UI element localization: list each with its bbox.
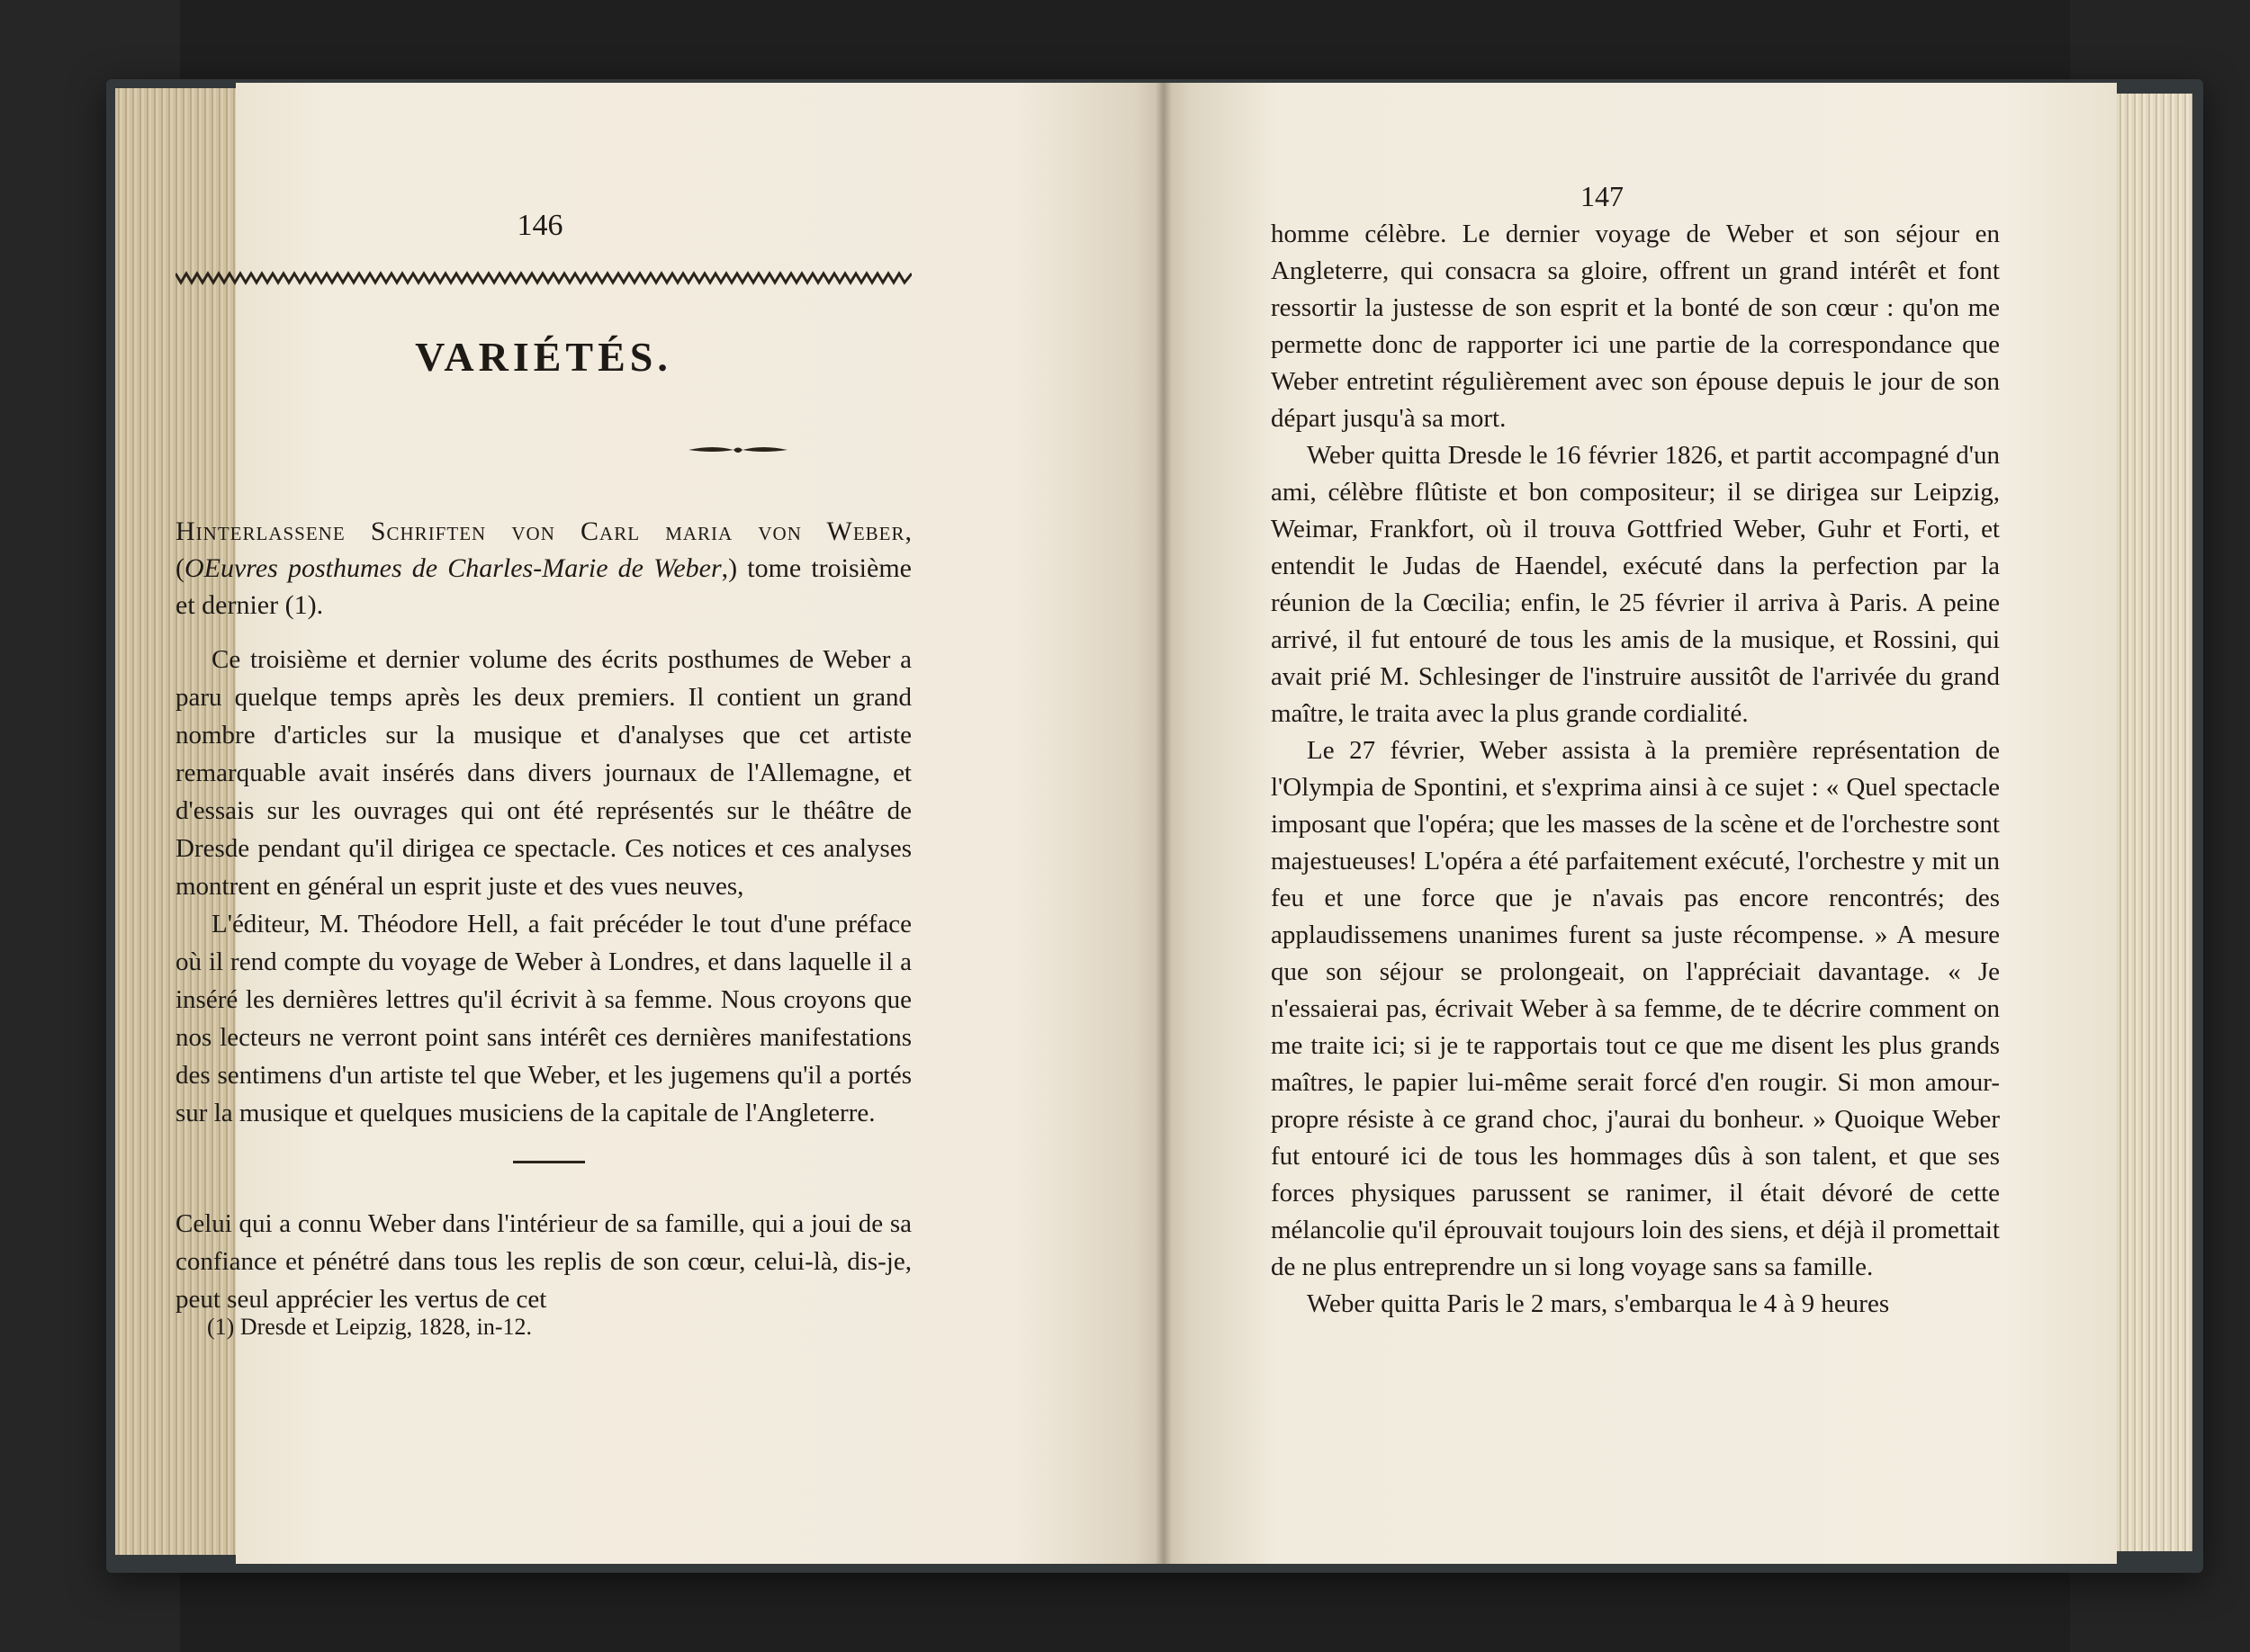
right-body-text <box>1271 216 2000 1323</box>
section-heading: VARIÉTÉS. <box>415 334 672 380</box>
page-number-right: 147 <box>1580 180 1624 212</box>
paragraph: L'éditeur, M. Théodore Hell, a fait précéder le tout d'une préface où il rend compte du voyage de Weber à Londres, et dans laquelle il a inséré les dernières lettres qu'il écrivit à sa femme. Nous croyons que nos lecteurs ne verront point sans intérêt ces dernières manifestations des sentimens d'un artiste tel que Weber, et les jugemens qu'il a portés sur la musique et quelques musiciens de la capitale de l'Angleterre. <box>176 910 912 1127</box>
book-gutter <box>1156 83 1172 1564</box>
article-title-german: Hinterlassene Schriften von Carl maria von Weber <box>176 516 905 546</box>
article-title-separator: , ( <box>176 516 912 583</box>
paragraph: Celui qui a connu Weber dans l'intérieur de sa famille, qui a joui de sa confiance et pénétré dans tous les replis de son cœur, celui-là, dis-je, peut seul apprécier les vertus de cet <box>176 1209 912 1314</box>
article-title <box>176 513 912 624</box>
paragraph: Weber quitta Dresde le 16 février 1826, et partit accompagné d'un ami, célèbre flûtiste et bon compositeur; il se dirigea sur Leipzig, Weimar, Frankfort, où il trouva Gottfried Weber, Guhr et Forti, et entendit le Judas de Haendel, exécuté dans la perfection par la réunion de la Cœcilia; enfin, le 25 février il arriva à Paris. A peine arrivé, il fut entouré de tous les amis de la musique, et Rossini, qui avait prié M. Schlesinger de l'instruire aussitôt de l'arrivée du grand maître, le traita avec la plus grande cordialité. <box>1271 441 2000 728</box>
paragraph-continuation: homme célèbre. Le dernier voyage de Weber et son séjour en Angleterre, qui consacra sa gloire, offrent un grand intérêt et font ressortir la justesse de son esprit et la bonté de son cœur : qu'on me permette donc de rapporter ici une partie de la correspondance que Weber entretint régulièrement avec son épouse depuis le jour de son départ jusqu'à sa mort. <box>1271 220 2000 433</box>
short-rule <box>513 1161 585 1163</box>
article-title-rest: ,) tome troisième et dernier (1). <box>176 553 912 620</box>
article-title-french: OEuvres posthumes de Charles-Marie de Weber <box>184 553 722 583</box>
page-number-left: 146 <box>517 209 563 242</box>
ornamental-zigzag-rule <box>176 270 912 286</box>
fleuron-ornament <box>688 443 788 457</box>
paragraph: Ce troisième et dernier volume des écrits posthumes de Weber a paru quelque temps après les deux premiers. Il contient un grand nombre d'articles sur la musique et d'analyses que cet artiste remarquable avait insérés dans divers journaux de l'Allemagne, et d'essais sur les ouvrages qui ont été représentés sur le théâtre de Dresde pendant qu'il dirigea ce spectacle. Ces notices et ces analyses montrent en général un esprit juste et des vues neuves, <box>176 645 912 901</box>
paragraph: Le 27 février, Weber assista à la première représentation de l'Olympia de Spontini, et s'exprima ainsi à ce sujet : « Quel spectacle imposant que l'opéra; que les masses de la scène et de l'orchestre sont majestueuses! L'opéra a été parfaitement exécuté, l'orchestre y mit un feu et une force que je n'avais pas encore rencontrés; des applaudissemens unanimes furent sa juste récompense. » A mesure que son séjour se prolongeait, on l'appréciait davantage. « Je n'essaierai pas, écrivait Weber à sa femme, de te décrire comment on me traite ici; si je te rapportais tout ce que me disent les plus grands maîtres, le papier lui-même serait forcé d'en rougir. Si mon amour-propre résiste à ce grand choc, j'aurai du bonheur. » Quoique Weber fut entouré ici de tous les hommages dûs à son talent, et que ses forces physiques parussent se ranimer, il était dévoré de cette mélancolie qu'il éprouvait toujours loin des siens, et déjà il promettait de ne plus entreprendre un si long voyage sans sa famille. <box>1271 736 2000 1281</box>
paragraph: Weber quitta Paris le 2 mars, s'embarqua le 4 à 9 heures <box>1307 1289 1890 1318</box>
left-body-text <box>176 641 912 1132</box>
footnote: (1) Dresde et Leipzig, 1828, in-12. <box>207 1314 533 1340</box>
